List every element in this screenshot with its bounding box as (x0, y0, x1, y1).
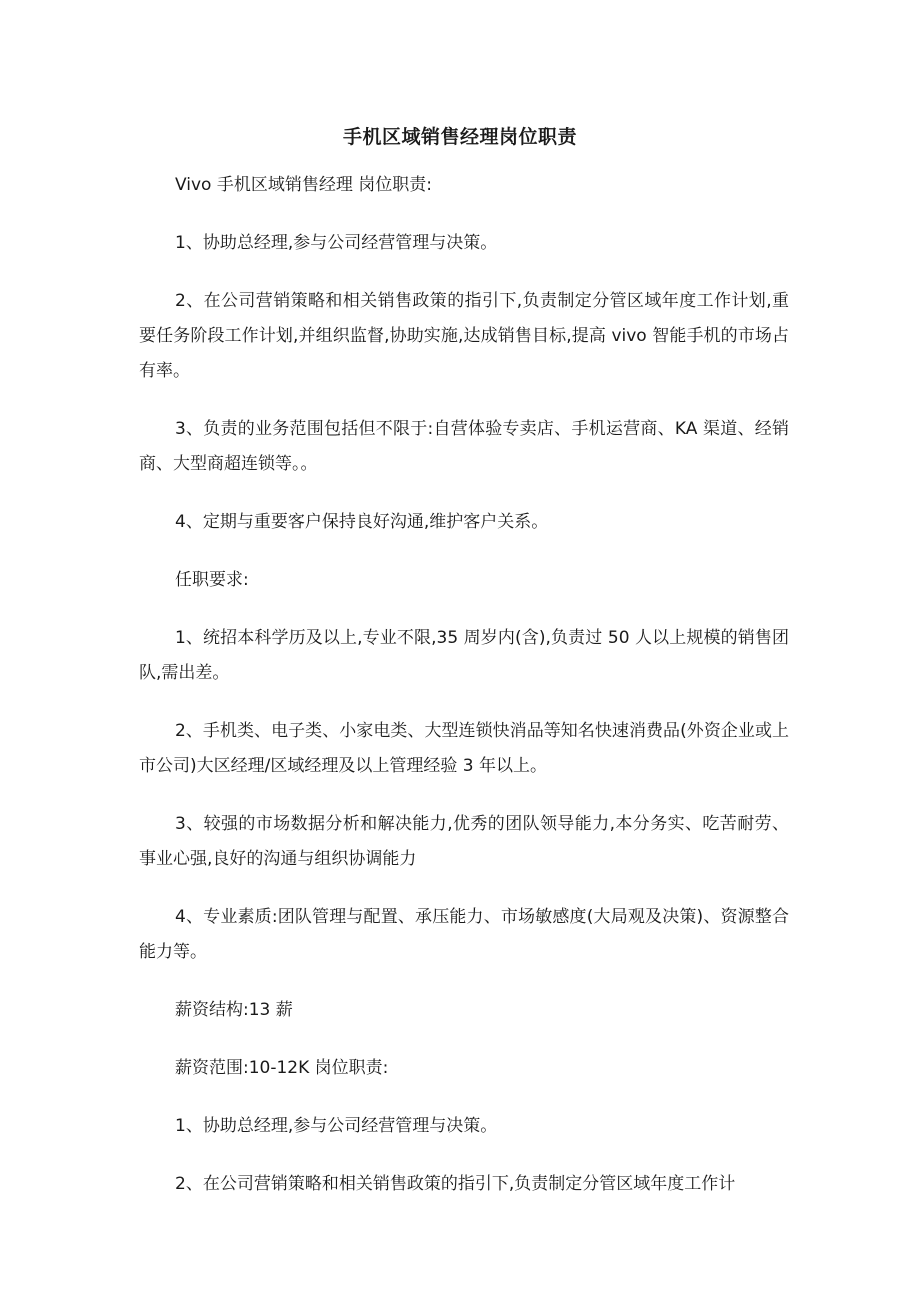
paragraph-duty-2: 2、在公司营销策略和相关销售政策的指引下,负责制定分管区域年度工作计划,重要任务阶段工作计划,并组织监督,协助实施,达成销售目标,提高 vivo 智能手机的市场占有率。 (139, 291, 789, 381)
paragraph-requirement-1: 1、统招本科学历及以上,专业不限,35 周岁内(含),负责过 50 人以上规模的销售团队,需出差。 (139, 628, 789, 683)
paragraph-duty-3: 3、负责的业务范围包括但不限于:自营体验专卖店、手机运营商、KA 渠道、经销商、大型商超连锁等。。 (139, 419, 789, 474)
paragraph-requirement-4: 4、专业素质:团队管理与配置、承压能力、市场敏感度(大局观及决策)、资源整合能力等。 (139, 907, 789, 962)
paragraph-duty-1: 1、协助总经理,参与公司经营管理与决策。 (175, 233, 498, 253)
document-body (139, 168, 789, 1202)
paragraph-salary-structure: 薪资结构:13 薪 (175, 1000, 293, 1020)
paragraph-requirement-3: 3、较强的市场数据分析和解决能力,优秀的团队领导能力,本分务实、吃苦耐劳、事业心强,良好的沟通与组织协调能力 (139, 814, 789, 869)
paragraph-requirement-2: 2、手机类、电子类、小家电类、大型连锁快消品等知名快速消费品(外资企业或上市公司)大区经理/区域经理及以上管理经验 3 年以上。 (139, 721, 789, 776)
paragraph-requirements-heading: 任职要求: (175, 570, 249, 590)
paragraph-duty-2-repeat: 2、在公司营销策略和相关销售政策的指引下,负责制定分管区域年度工作计 (175, 1174, 736, 1194)
paragraph-duty-1-repeat: 1、协助总经理,参与公司经营管理与决策。 (175, 1116, 498, 1136)
paragraph-duty-4: 4、定期与重要客户保持良好沟通,维护客户关系。 (175, 512, 549, 532)
document-title: 手机区域销售经理岗位职责 (342, 126, 577, 148)
paragraph-salary-range: 薪资范围:10-12K 岗位职责: (175, 1058, 389, 1078)
paragraph-position-intro: Vivo 手机区域销售经理 岗位职责: (175, 175, 432, 195)
